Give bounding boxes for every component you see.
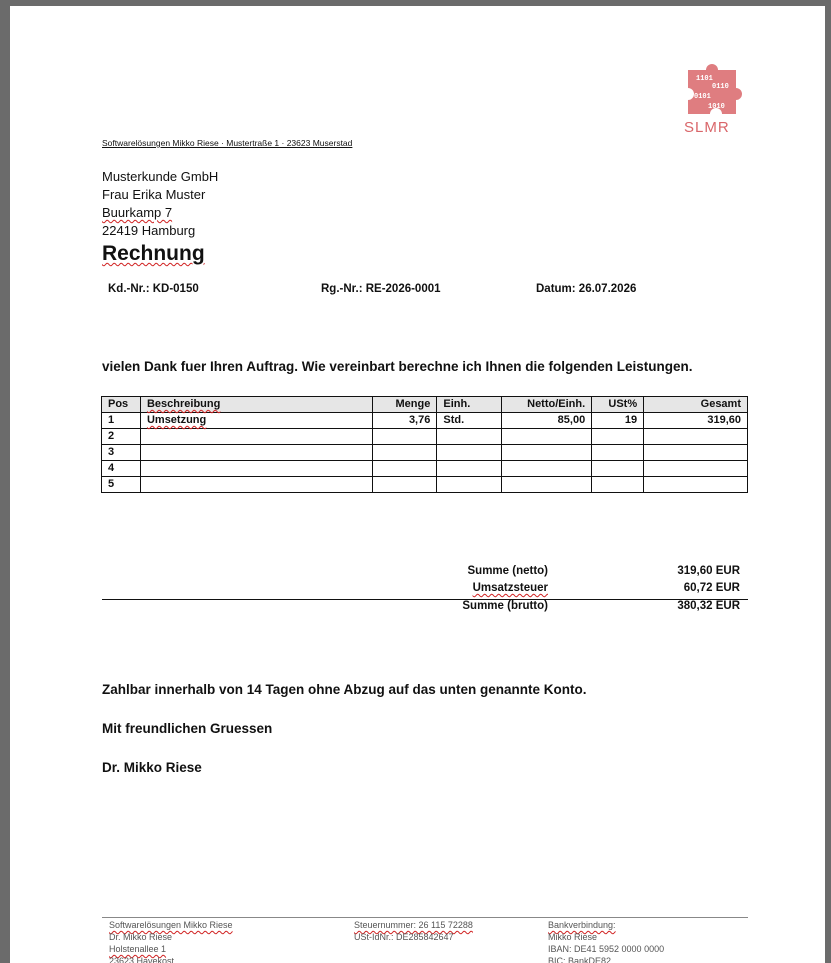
sender-address-line: Softwarelösungen Mikko Riese · Mustertraße 1 · 23623 Muserstad: [102, 138, 353, 148]
cell-pos: 5: [102, 477, 141, 493]
cell-quantity: [373, 461, 437, 477]
footer-divider: [102, 917, 748, 918]
footer-tax-column: [354, 919, 473, 943]
total-gross-label: Summe (brutto): [462, 600, 548, 612]
col-header-total: Gesamt: [644, 397, 748, 413]
col-header-pos: Pos: [102, 397, 141, 413]
col-header-unit: Einh.: [437, 397, 502, 413]
total-vat-label: Umsatzsteuer: [472, 582, 548, 594]
svg-text:1101: 1101: [696, 75, 713, 83]
col-header-description: Beschreibung: [140, 397, 372, 413]
svg-text:0110: 0110: [712, 83, 729, 91]
slmr-logo: [682, 54, 752, 138]
cell-total: 319,60: [644, 413, 748, 429]
greeting: Mit freundlichen Gruessen: [102, 721, 273, 736]
svg-text:0101: 0101: [694, 93, 711, 101]
totals-block: [102, 565, 748, 617]
document-title: Rechnung: [102, 242, 205, 265]
cell-pos: 1: [102, 413, 141, 429]
cell-description: [140, 445, 372, 461]
cell-quantity: [373, 445, 437, 461]
cell-total: [644, 429, 748, 445]
cell-vat: 19: [592, 413, 644, 429]
cell-quantity: 3,76: [373, 413, 437, 429]
svg-text:1010: 1010: [708, 103, 725, 111]
signature: Dr. Mikko Riese: [102, 760, 202, 775]
footer-bank-column: [548, 919, 664, 963]
line-items-table: [101, 396, 748, 493]
cell-net-unit: [502, 429, 592, 445]
cell-description: [140, 477, 372, 493]
cell-total: [644, 477, 748, 493]
cell-pos: 3: [102, 445, 141, 461]
recipient-address: [102, 168, 218, 240]
footer-iban: IBAN: DE41 5952 0000 0000: [548, 944, 665, 954]
invoice-date: Datum: 26.07.2026: [536, 283, 637, 295]
cell-unit: [437, 477, 502, 493]
intro-text: vielen Dank fuer Ihren Auftrag. Wie vereinbart berechne ich Ihnen die folgenden Leistungen.: [102, 359, 693, 374]
cell-unit: [437, 445, 502, 461]
cell-vat: [592, 429, 644, 445]
cell-pos: 2: [102, 429, 141, 445]
footer-bic: BIC: BankDE82: [548, 956, 612, 963]
cell-net-unit: 85,00: [502, 413, 592, 429]
table-row: [102, 461, 748, 477]
cell-vat: [592, 461, 644, 477]
cell-unit: [437, 461, 502, 477]
cell-net-unit: [502, 461, 592, 477]
cell-vat: [592, 445, 644, 461]
table-row: [102, 413, 748, 429]
col-header-net-unit: Netto/Einh.: [502, 397, 592, 413]
total-gross-row: [102, 599, 748, 617]
recipient-company: Musterkunde GmbH: [102, 169, 219, 184]
document-page: [10, 6, 825, 963]
cell-description: Umsetzung: [140, 413, 372, 429]
recipient-city: 22419 Hamburg: [102, 223, 196, 238]
footer-vat-id: USt-IdNr.: DE285842647: [354, 932, 454, 942]
table-row: [102, 445, 748, 461]
invoice-number: Rg.-Nr.: RE-2026-0001: [321, 283, 441, 295]
cell-description: [140, 429, 372, 445]
total-gross-value: 380,32 EUR: [677, 600, 740, 612]
cell-net-unit: [502, 477, 592, 493]
footer-bank-label: Bankverbindung:: [548, 920, 616, 930]
footer-tax-number: Steuernummer: 26 115 72288: [354, 920, 473, 930]
footer-street: Holstenallee 1: [109, 944, 167, 954]
table-header-row: [102, 397, 748, 413]
col-header-vat: USt%: [592, 397, 644, 413]
total-net-label: Summe (netto): [467, 565, 548, 577]
logo-text: SLMR: [684, 119, 730, 136]
footer-company: Softwarelösungen Mikko Riese: [109, 920, 233, 930]
customer-number: Kd.-Nr.: KD-0150: [108, 283, 199, 295]
footer-account-holder: Mikko Riese: [548, 932, 598, 942]
recipient-street: Buurkamp 7: [102, 205, 173, 220]
cell-total: [644, 461, 748, 477]
total-vat-value: 60,72 EUR: [683, 582, 740, 594]
footer-city: 23623 Havekost: [109, 956, 175, 963]
total-net-row: [102, 565, 748, 582]
table-row: [102, 477, 748, 493]
cell-description: [140, 461, 372, 477]
recipient-name: Frau Erika Muster: [102, 187, 206, 202]
table-row: [102, 429, 748, 445]
footer-owner: Dr. Mikko Riese: [109, 932, 173, 942]
cell-total: [644, 445, 748, 461]
cell-unit: [437, 429, 502, 445]
footer-company-column: [109, 919, 233, 963]
payment-terms: Zahlbar innerhalb von 14 Tagen ohne Abzug auf das unten genannte Konto.: [102, 682, 587, 697]
cell-vat: [592, 477, 644, 493]
total-vat-row: [102, 582, 748, 599]
cell-quantity: [373, 429, 437, 445]
col-header-quantity: Menge: [373, 397, 437, 413]
total-net-value: 319,60 EUR: [677, 565, 740, 577]
cell-unit: Std.: [437, 413, 502, 429]
cell-net-unit: [502, 445, 592, 461]
cell-quantity: [373, 477, 437, 493]
cell-pos: 4: [102, 461, 141, 477]
